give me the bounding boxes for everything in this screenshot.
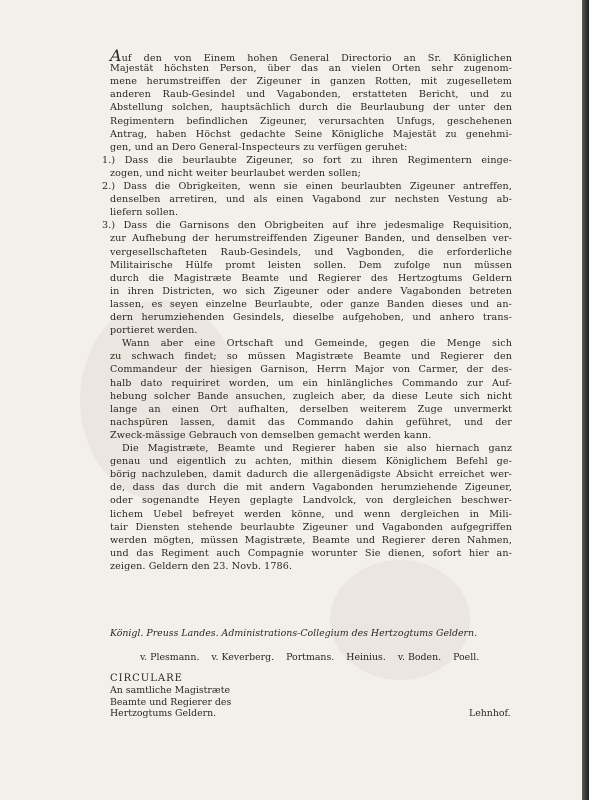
body-line: Auf den von Einem hohen General Directorio an Sr. Königlichen bbox=[110, 46, 512, 65]
body-line: in ihren Districten, wo sich Zigeuner oder andere Vagabonden betreten bbox=[110, 285, 512, 297]
initial-capital: A bbox=[110, 46, 122, 65]
issuing-authority: Königl. Preuss Landes. Administrations-Collegium des Hertzogtums Geldern. bbox=[110, 628, 478, 639]
body-line: börig nachzuleben, damit dadurch die allergenädigste Absicht erreichet wer- bbox=[110, 469, 512, 481]
circulare-addressees bbox=[110, 685, 231, 720]
body-line: Zweck-mässige Gebrauch von demselben gemacht werden kann. bbox=[110, 429, 432, 441]
body-line: denselben arretiren, und als einen Vagabond zur nechsten Vestung ab- bbox=[110, 194, 512, 206]
body-line: werden mögten, müssen Magistræte, Beamte und Regierer deren Nahmen, bbox=[110, 534, 512, 546]
body-line: mene herumstreiffen der Zigeuner in ganzen Rotten, mit zugeselletem bbox=[110, 76, 512, 88]
decree-body-text bbox=[102, 46, 512, 620]
body-line: zu schwach findet; so müssen Magistræte Beamte und Regierer den bbox=[110, 351, 512, 363]
signature-name: v. Plesmann. bbox=[140, 652, 200, 663]
secretary-signature: Lehnhof. bbox=[469, 708, 511, 719]
body-line: 3.) Dass die Garnisons den Obrigbeiten auf ihre jedesmalige Requisition, bbox=[102, 220, 512, 232]
body-line: oder sogenandte Heyen geplagte Landvolck, von dergleichen beschwer- bbox=[110, 495, 512, 507]
signature-name: v. Boden. bbox=[397, 652, 442, 663]
body-line: lange an einen Ort aufhalten, derselben weiterem Zuge unvermerkt bbox=[110, 403, 512, 415]
body-line: und das Regiment auch Compagnie worunter Sie dienen, sofort hier an- bbox=[110, 547, 512, 559]
body-line: zogen, und nicht weiter beurlaubet werden sollen; bbox=[110, 167, 361, 179]
body-line: tair Diensten stehende beurlaubte Zigeuner und Vagabonden aufgegriffen bbox=[110, 521, 512, 533]
signature-name: Portmans. bbox=[286, 652, 335, 663]
body-line: zeigen. Geldern den 23. Novb. 1786. bbox=[110, 560, 293, 572]
addressee-line: An samtliche Magistræte bbox=[110, 685, 231, 696]
body-line: genau und eigentlich zu achten, mithin diesem Königlichem Befehl ge- bbox=[110, 456, 512, 468]
body-line: lassen, es seyen einzelne Beurlaubte, oder ganze Banden dieses und an- bbox=[110, 298, 512, 310]
body-line: Commandeur der hiesigen Garnison, Herrn Major von Carmer, der des- bbox=[110, 364, 512, 376]
circulare-title: CIRCULARE bbox=[110, 673, 183, 684]
body-line: de, dass das durch die mit andern Vagabonden herumziehende Zigeuner, bbox=[110, 482, 512, 494]
body-line: liefern sollen. bbox=[110, 207, 179, 219]
body-line: 2.) Dass die Obrigkeiten, wenn sie einen beurlaubten Zigeuner antreffen, bbox=[102, 181, 512, 192]
body-line: Abstellung solchen, hauptsächlich durch die Beurlaubung der unter den bbox=[110, 102, 512, 114]
body-line: lichem Uebel befreyet werden könne, und wenn dergleichen in Mili- bbox=[110, 508, 512, 520]
addressee-line: Hertzogtums Geldern. bbox=[110, 708, 217, 720]
body-line: portieret werden. bbox=[110, 325, 198, 337]
body-line: Die Magistræte, Beamte und Regierer haben sie also hiernach ganz bbox=[122, 443, 512, 454]
body-line: dern herumziehenden Gesindels, dieselbe aufgehoben, und anhero trans- bbox=[110, 312, 512, 323]
body-line: Regimentern befindlichen Zigeuner, verursachten Unfugs, geschehenen bbox=[110, 115, 512, 127]
body-line: vergesellschafteten Raub-Gesindels, und Vagbonden, die erforderliche bbox=[110, 246, 512, 258]
body-line: Majestät höchsten Person, über das an vielen Orten sehr zugenom- bbox=[110, 63, 512, 75]
body-line: Militairische Hülfe promt leisten sollen. Dem zufolge nun müssen bbox=[110, 259, 512, 271]
body-line: Wann aber eine Ortschaft und Gemeinde, gegen die Menge sich bbox=[122, 338, 512, 350]
signature-name: Heinius. bbox=[346, 652, 386, 663]
body-line: nachspüren lassen, damit das Commando dahin geführet, und der bbox=[110, 416, 512, 428]
body-line: hebung solcher Bande ansuchen, zugleich aber, da diese Leute sich nicht bbox=[110, 390, 512, 402]
signature-name: v. Keverberg. bbox=[211, 652, 275, 663]
body-line: 1.) Dass die beurlaubte Zigeuner, so fort zu ihren Regimentern einge- bbox=[102, 154, 512, 166]
body-line: halb dato requiriret worden, um ein hinlängliches Commando zur Auf- bbox=[110, 377, 512, 389]
signature-names bbox=[140, 652, 512, 663]
body-line: durch die Magistræte Beamte und Regierer des Hertzogtums Geldern bbox=[110, 272, 512, 284]
body-line: gen, und an Dero General-Inspecteurs zu verfügen geruhet: bbox=[110, 141, 408, 153]
addressee-line: Beamte und Regierer des bbox=[110, 696, 232, 708]
signature-name: Poell. bbox=[453, 652, 480, 663]
body-line: Antrag, haben Höchst gedachte Seine Königliche Majestät zu genehmi- bbox=[110, 128, 512, 140]
page-edge-shadow bbox=[582, 0, 589, 800]
body-line: anderen Raub-Gesindel und Vagabonden, erstatteten Bericht, und zu bbox=[110, 89, 512, 101]
body-line: zur Aufhebung der herumstreiffenden Zigeuner Banden, und denselben ver- bbox=[110, 233, 512, 245]
